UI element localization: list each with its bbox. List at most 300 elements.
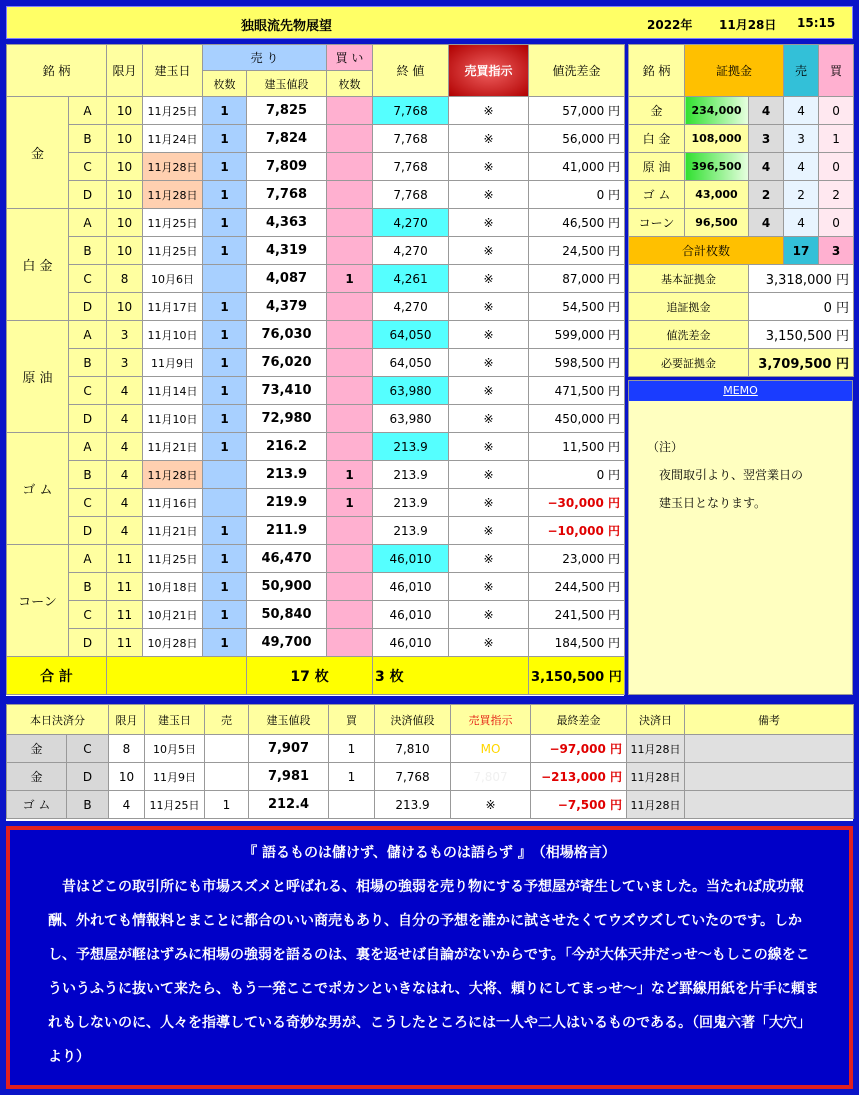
row-sell-qty: 1	[203, 629, 247, 657]
table-row	[7, 573, 625, 601]
summary-label: 値洗差金	[629, 321, 749, 349]
margin-amount: 108,000	[685, 125, 749, 153]
row-close: 64,050	[373, 349, 449, 377]
margin-total-buy: 3	[819, 237, 854, 265]
settle-code: C	[67, 735, 109, 763]
table-row	[7, 433, 625, 461]
row-sell-qty	[203, 265, 247, 293]
row-close: 213.9	[373, 461, 449, 489]
margin-sell: 4	[784, 209, 819, 237]
row-code: B	[69, 125, 107, 153]
row-sell-qty: 1	[203, 349, 247, 377]
settle-final: −97,000 円	[531, 735, 627, 763]
row-signal: ※	[449, 573, 529, 601]
positions-table	[6, 44, 625, 695]
row-month: 4	[107, 489, 143, 517]
margin-row	[629, 125, 854, 153]
row-sell-qty: 1	[203, 209, 247, 237]
settle-date2: 11月28日	[627, 763, 685, 791]
row-close: 213.9	[373, 433, 449, 461]
row-open-date: 11月24日	[143, 125, 203, 153]
row-close: 213.9	[373, 517, 449, 545]
settle-sell	[205, 735, 249, 763]
row-diff: 11,500 円	[529, 433, 625, 461]
margin-mult: 4	[749, 97, 784, 125]
settle-row	[7, 791, 854, 819]
memo-panel	[628, 380, 853, 695]
summary-value: 0 円	[749, 293, 854, 321]
settle-date2: 11月28日	[627, 791, 685, 819]
row-price: 50,840	[247, 601, 327, 629]
settle-note	[685, 763, 854, 791]
total-buy: 3 枚	[373, 657, 529, 695]
row-signal: ※	[449, 433, 529, 461]
row-buy-qty: 1	[327, 461, 373, 489]
margin-col-buy: 買	[819, 45, 854, 97]
row-sell-qty: 1	[203, 573, 247, 601]
row-sell-qty: 1	[203, 125, 247, 153]
table-row	[7, 97, 625, 125]
row-price: 46,470	[247, 545, 327, 573]
quote-title: 『 語るものは儲けず、儲けるものは語らず 』 （相場格言）	[243, 845, 616, 861]
margin-total-sell: 17	[784, 237, 819, 265]
settle-col-date: 建玉日	[145, 705, 205, 735]
table-row	[7, 377, 625, 405]
row-month: 11	[107, 629, 143, 657]
row-close: 64,050	[373, 321, 449, 349]
row-buy-qty	[327, 209, 373, 237]
row-diff: −10,000 円	[529, 517, 625, 545]
margin-row	[629, 97, 854, 125]
row-signal: ※	[449, 545, 529, 573]
row-price: 4,319	[247, 237, 327, 265]
margin-panel	[628, 44, 853, 377]
row-signal: ※	[449, 125, 529, 153]
header-year: 2022年	[647, 18, 693, 32]
margin-buy: 2	[819, 181, 854, 209]
row-month: 4	[107, 405, 143, 433]
row-price: 216.2	[247, 433, 327, 461]
total-sell: 17 枚	[247, 657, 373, 695]
margin-amount: 234,000	[685, 97, 749, 125]
row-month: 10	[107, 181, 143, 209]
row-buy-qty	[327, 545, 373, 573]
margin-row	[629, 209, 854, 237]
row-price: 73,410	[247, 377, 327, 405]
settle-settle-price: 213.9	[375, 791, 451, 819]
table-row	[7, 349, 625, 377]
row-signal: ※	[449, 629, 529, 657]
row-signal: ※	[449, 489, 529, 517]
settle-date2: 11月28日	[627, 735, 685, 763]
row-price: 76,020	[247, 349, 327, 377]
settle-col-sell: 売	[205, 705, 249, 735]
settle-col-settle-price: 決済値段	[375, 705, 451, 735]
table-row	[7, 489, 625, 517]
row-sell-qty: 1	[203, 181, 247, 209]
row-month: 10	[107, 153, 143, 181]
row-open-date: 11月14日	[143, 377, 203, 405]
row-buy-qty	[327, 349, 373, 377]
margin-col-margin: 証拠金	[685, 45, 784, 97]
settle-row	[7, 735, 854, 763]
margin-sell: 4	[784, 153, 819, 181]
row-code: B	[69, 461, 107, 489]
row-signal: ※	[449, 321, 529, 349]
col-sell: 売 り	[203, 45, 327, 71]
memo-title[interactable]: MEMO	[629, 381, 852, 401]
row-open-date: 11月10日	[143, 321, 203, 349]
row-price: 4,363	[247, 209, 327, 237]
settle-price: 7,981	[249, 763, 329, 791]
row-diff: 244,500 円	[529, 573, 625, 601]
page-title: 独眼流先物展望	[241, 19, 333, 34]
margin-row	[629, 153, 854, 181]
settle-col-final: 最終差金	[531, 705, 627, 735]
row-month: 4	[107, 461, 143, 489]
row-month: 10	[107, 293, 143, 321]
margin-col-sell: 売	[784, 45, 819, 97]
row-price: 76,030	[247, 321, 327, 349]
row-month: 3	[107, 349, 143, 377]
table-row	[7, 181, 625, 209]
settle-code: D	[67, 763, 109, 791]
row-sell-qty: 1	[203, 601, 247, 629]
col-buy: 買 い	[327, 45, 373, 71]
row-close: 63,980	[373, 405, 449, 433]
row-close: 4,270	[373, 237, 449, 265]
settle-sell: 1	[205, 791, 249, 819]
row-month: 4	[107, 433, 143, 461]
row-buy-qty	[327, 293, 373, 321]
col-close: 終 値	[373, 45, 449, 97]
row-diff: 24,500 円	[529, 237, 625, 265]
summary-row	[629, 321, 854, 349]
row-open-date: 11月25日	[143, 545, 203, 573]
settle-month: 10	[109, 763, 145, 791]
row-buy-qty	[327, 125, 373, 153]
row-open-date: 11月25日	[143, 97, 203, 125]
row-month: 10	[107, 209, 143, 237]
settle-buy: 1	[329, 763, 375, 791]
margin-sell: 4	[784, 97, 819, 125]
row-code: B	[69, 573, 107, 601]
settle-signal: 7,807	[451, 763, 531, 791]
group-name: 白 金	[7, 209, 69, 321]
row-sell-qty: 1	[203, 153, 247, 181]
row-buy-qty	[327, 405, 373, 433]
group-name: 金	[7, 97, 69, 209]
row-signal: ※	[449, 153, 529, 181]
settle-col-date2: 決済日	[627, 705, 685, 735]
row-code: A	[69, 209, 107, 237]
row-diff: 41,000 円	[529, 153, 625, 181]
table-row	[7, 153, 625, 181]
col-signal: 売買指示	[449, 45, 529, 97]
row-buy-qty	[327, 517, 373, 545]
row-open-date: 10月18日	[143, 573, 203, 601]
row-code: B	[69, 349, 107, 377]
summary-label: 基本証拠金	[629, 265, 749, 293]
total-diff: 3,150,500 円	[529, 657, 625, 695]
table-row	[7, 601, 625, 629]
settle-signal: ※	[451, 791, 531, 819]
settle-note	[685, 791, 854, 819]
summary-row	[629, 349, 854, 377]
row-open-date: 11月16日	[143, 489, 203, 517]
row-code: C	[69, 377, 107, 405]
summary-row	[629, 265, 854, 293]
col-price: 建玉値段	[247, 71, 327, 97]
row-code: D	[69, 517, 107, 545]
row-diff: 471,500 円	[529, 377, 625, 405]
row-buy-qty	[327, 433, 373, 461]
settle-code: B	[67, 791, 109, 819]
row-sell-qty: 1	[203, 237, 247, 265]
row-buy-qty	[327, 97, 373, 125]
table-row	[7, 629, 625, 657]
row-price: 219.9	[247, 489, 327, 517]
summary-row	[629, 293, 854, 321]
row-price: 7,825	[247, 97, 327, 125]
table-row	[7, 461, 625, 489]
row-diff: 599,000 円	[529, 321, 625, 349]
settle-col-price: 建玉値段	[249, 705, 329, 735]
row-signal: ※	[449, 405, 529, 433]
row-signal: ※	[449, 517, 529, 545]
row-code: A	[69, 545, 107, 573]
row-signal: ※	[449, 349, 529, 377]
total-label: 合 計	[7, 657, 107, 695]
settlement-panel	[6, 704, 853, 821]
row-buy-qty	[327, 573, 373, 601]
margin-name: 金	[629, 97, 685, 125]
margin-mult: 4	[749, 209, 784, 237]
col-sell-qty: 枚数	[203, 71, 247, 97]
row-buy-qty	[327, 601, 373, 629]
row-price: 213.9	[247, 461, 327, 489]
row-code: C	[69, 489, 107, 517]
settle-name: 金	[7, 763, 67, 791]
table-row	[7, 265, 625, 293]
summary-label: 必要証拠金	[629, 349, 749, 377]
row-diff: 0 円	[529, 181, 625, 209]
settle-buy: 1	[329, 735, 375, 763]
table-row	[7, 321, 625, 349]
col-open-date: 建玉日	[143, 45, 203, 97]
settle-month: 4	[109, 791, 145, 819]
row-month: 8	[107, 265, 143, 293]
row-price: 7,768	[247, 181, 327, 209]
row-open-date: 11月17日	[143, 293, 203, 321]
row-diff: 450,000 円	[529, 405, 625, 433]
settle-name: ゴ ム	[7, 791, 67, 819]
row-open-date: 10月28日	[143, 629, 203, 657]
row-open-date: 11月25日	[143, 237, 203, 265]
row-month: 11	[107, 545, 143, 573]
settle-col-month: 限月	[109, 705, 145, 735]
row-month: 11	[107, 573, 143, 601]
margin-mult: 3	[749, 125, 784, 153]
row-code: D	[69, 293, 107, 321]
row-code: C	[69, 265, 107, 293]
row-signal: ※	[449, 601, 529, 629]
settle-note	[685, 735, 854, 763]
row-diff: 87,000 円	[529, 265, 625, 293]
row-signal: ※	[449, 461, 529, 489]
row-close: 46,010	[373, 545, 449, 573]
settle-col-buy: 買	[329, 705, 375, 735]
col-month: 限月	[107, 45, 143, 97]
settle-price: 7,907	[249, 735, 329, 763]
summary-value: 3,709,500 円	[749, 349, 854, 377]
header-bar	[6, 6, 853, 39]
row-close: 46,010	[373, 573, 449, 601]
row-diff: 54,500 円	[529, 293, 625, 321]
row-code: A	[69, 97, 107, 125]
row-sell-qty: 1	[203, 405, 247, 433]
margin-amount: 96,500	[685, 209, 749, 237]
col-buy-qty: 枚数	[327, 71, 373, 97]
row-price: 211.9	[247, 517, 327, 545]
row-close: 63,980	[373, 377, 449, 405]
memo-line: （注）	[647, 440, 684, 454]
row-month: 10	[107, 97, 143, 125]
margin-amount: 43,000	[685, 181, 749, 209]
row-price: 72,980	[247, 405, 327, 433]
row-open-date: 10月6日	[143, 265, 203, 293]
settle-col-note: 備考	[685, 705, 854, 735]
row-signal: ※	[449, 265, 529, 293]
row-buy-qty	[327, 321, 373, 349]
row-signal: ※	[449, 97, 529, 125]
row-diff: 0 円	[529, 461, 625, 489]
row-open-date: 11月10日	[143, 405, 203, 433]
table-row	[7, 517, 625, 545]
table-row	[7, 545, 625, 573]
margin-name: コーン	[629, 209, 685, 237]
margin-sell: 3	[784, 125, 819, 153]
margin-sell: 2	[784, 181, 819, 209]
settle-sell	[205, 763, 249, 791]
row-diff: 23,000 円	[529, 545, 625, 573]
row-code: D	[69, 629, 107, 657]
table-row	[7, 293, 625, 321]
margin-mult: 2	[749, 181, 784, 209]
memo-line: 建玉日となります。	[647, 496, 767, 510]
row-sell-qty: 1	[203, 433, 247, 461]
margin-mult: 4	[749, 153, 784, 181]
row-price: 49,700	[247, 629, 327, 657]
row-code: C	[69, 153, 107, 181]
margin-col-name: 銘 柄	[629, 45, 685, 97]
row-close: 4,270	[373, 293, 449, 321]
margin-total-label: 合計枚数	[629, 237, 784, 265]
row-open-date: 10月21日	[143, 601, 203, 629]
row-diff: 56,000 円	[529, 125, 625, 153]
row-signal: ※	[449, 237, 529, 265]
row-diff: 184,500 円	[529, 629, 625, 657]
summary-label: 追証拠金	[629, 293, 749, 321]
settle-date: 11月9日	[145, 763, 205, 791]
settle-name: 金	[7, 735, 67, 763]
summary-value: 3,150,500 円	[749, 321, 854, 349]
row-month: 4	[107, 517, 143, 545]
table-row	[7, 209, 625, 237]
row-code: B	[69, 237, 107, 265]
row-close: 7,768	[373, 125, 449, 153]
row-buy-qty	[327, 237, 373, 265]
quote-body: 昔はどこの取引所にも市場スズメと呼ばれる、相場の強弱を売り物にする予想屋が寄生していました。当たれば成功報酬、外れても情報料とまことに都合のいい商売もあり、自分の予想を誰かに試させたくてウズウズしていたのです。しかし、予想屋が軽はずみに相場の強弱を語るのは、裏を返せば自論がないからです。「今が大体天井だっせ～もしこの線をこういうふうに抜いて来たら、もう一発ここでポカンといきなはれ、大将、頼りにしてまっせ～」など罫線用紙を片手に頼まれもしないのに、人々を指導している奇妙な男が、こうしたところには一人や二人はいるものである。（回鬼六著「大穴」より）	[48, 879, 819, 1065]
margin-table	[628, 44, 854, 377]
row-month: 10	[107, 237, 143, 265]
row-open-date: 11月21日	[143, 433, 203, 461]
margin-buy: 0	[819, 209, 854, 237]
row-close: 213.9	[373, 489, 449, 517]
settle-col-signal: 売買指示	[451, 705, 531, 735]
row-open-date: 11月28日	[143, 153, 203, 181]
row-close: 7,768	[373, 181, 449, 209]
row-signal: ※	[449, 377, 529, 405]
settle-final: −7,500 円	[531, 791, 627, 819]
group-name: コーン	[7, 545, 69, 657]
settle-row	[7, 763, 854, 791]
row-open-date: 11月21日	[143, 517, 203, 545]
table-row	[7, 125, 625, 153]
row-sell-qty: 1	[203, 377, 247, 405]
settle-settle-price: 7,810	[375, 735, 451, 763]
row-buy-qty: 1	[327, 265, 373, 293]
row-month: 10	[107, 125, 143, 153]
row-price: 4,379	[247, 293, 327, 321]
row-open-date: 11月9日	[143, 349, 203, 377]
positions-panel	[6, 44, 624, 696]
settle-final: −213,000 円	[531, 763, 627, 791]
group-name: 原 油	[7, 321, 69, 433]
row-signal: ※	[449, 209, 529, 237]
row-code: D	[69, 405, 107, 433]
margin-name: ゴ ム	[629, 181, 685, 209]
row-sell-qty: 1	[203, 321, 247, 349]
row-buy-qty	[327, 181, 373, 209]
row-close: 7,768	[373, 97, 449, 125]
row-signal: ※	[449, 181, 529, 209]
row-price: 50,900	[247, 573, 327, 601]
row-close: 4,270	[373, 209, 449, 237]
margin-name: 原 油	[629, 153, 685, 181]
row-open-date: 11月28日	[143, 181, 203, 209]
row-open-date: 11月25日	[143, 209, 203, 237]
row-signal: ※	[449, 293, 529, 321]
row-close: 7,768	[373, 153, 449, 181]
row-month: 3	[107, 321, 143, 349]
row-sell-qty: 1	[203, 545, 247, 573]
settle-buy	[329, 791, 375, 819]
row-sell-qty	[203, 489, 247, 517]
margin-amount: 396,500	[685, 153, 749, 181]
quote-box	[6, 826, 853, 1089]
settle-price: 212.4	[249, 791, 329, 819]
col-diff: 値洗差金	[529, 45, 625, 97]
row-diff: 46,500 円	[529, 209, 625, 237]
margin-buy: 1	[819, 125, 854, 153]
settle-date: 11月25日	[145, 791, 205, 819]
row-buy-qty: 1	[327, 489, 373, 517]
row-month: 4	[107, 377, 143, 405]
row-close: 46,010	[373, 629, 449, 657]
row-sell-qty: 1	[203, 97, 247, 125]
margin-buy: 0	[819, 97, 854, 125]
